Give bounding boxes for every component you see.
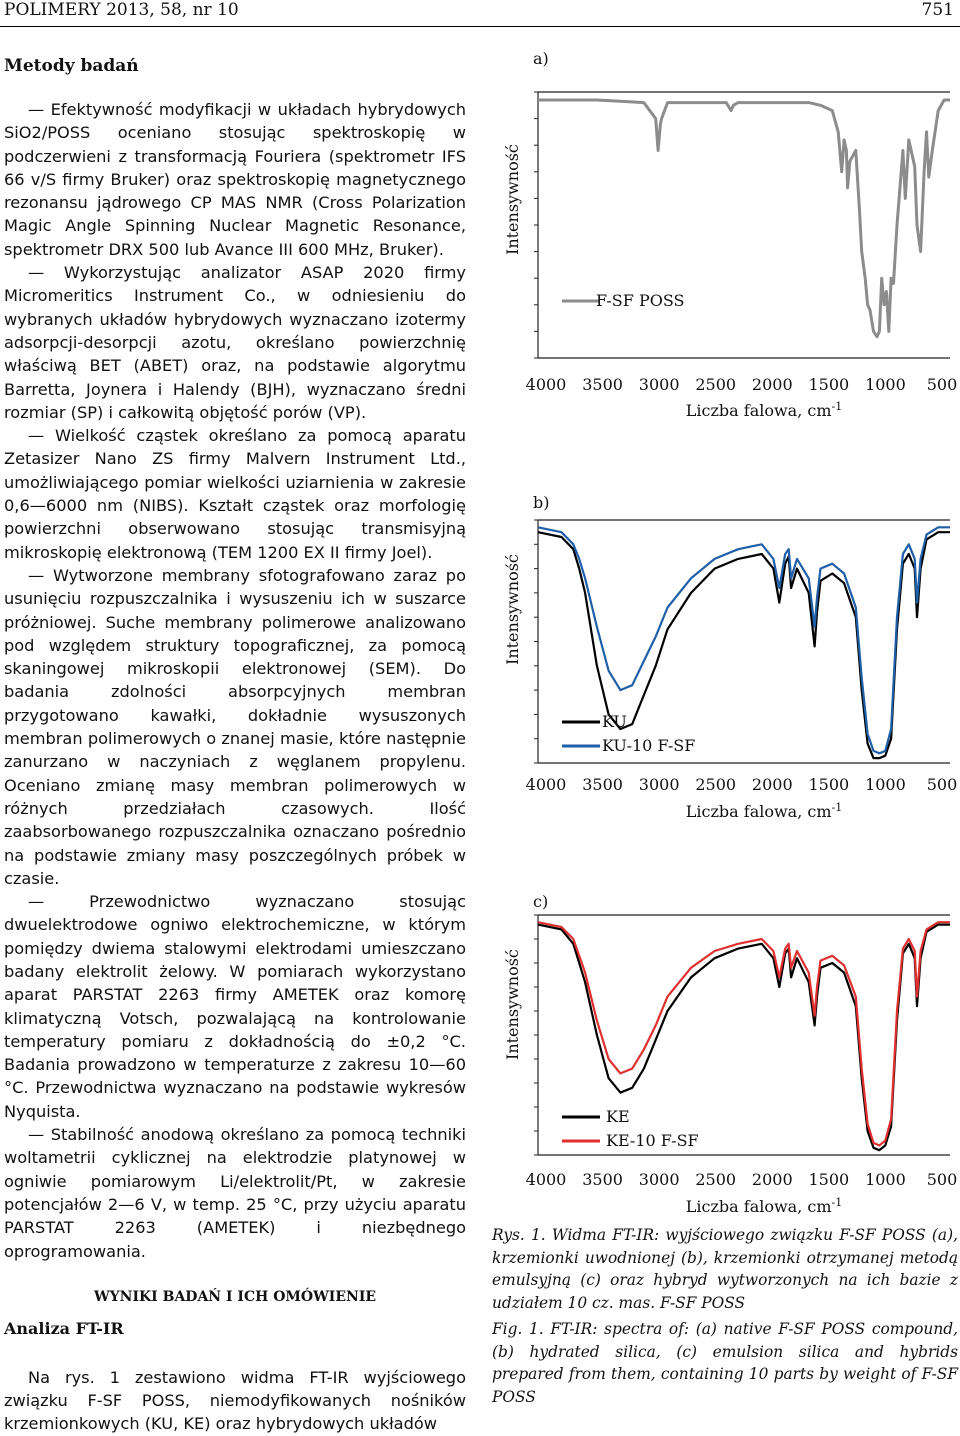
paragraph: — Efektywność modyfikacji w układach hybrydowych SiO2/POSS oceniano stosując spektroskopię w podczerwieni z transformacją Fouriera (spektrometr IFS 66 v/S firmy Bruker) oraz spektroskopię magnetycznego rezonansu jądrowego CP MAS NMR (Cross Polarization Magic Angle Spinning Nuclear Magnetic Resonance, spektrometr DRX 500 lub Avance III 600 MHz, Bruker).	[4, 100, 466, 259]
left-column	[4, 56, 466, 1436]
x-tick-label: 1500	[808, 1170, 850, 1189]
x-tick-label: 2500	[695, 775, 737, 794]
results-heading: WYNIKI BADAŃ I ICH OMÓWIENIE	[93, 1288, 377, 1305]
ftir-chart-a	[490, 40, 958, 430]
series-line-1	[538, 922, 950, 1145]
x-tick-label: 3000	[638, 1170, 680, 1189]
x-tick-label: 500	[926, 375, 958, 394]
series-line-1	[538, 527, 950, 753]
paragraph: Na rys. 1 zestawiono widma FT-IR wyjściowego związku F-SF POSS, niemodyfikowanych nośników krzemionkowych (KU, KE) oraz hybrydowych układów	[4, 1367, 466, 1434]
legend-label-1: KU-10 F-SF	[602, 736, 696, 755]
x-tick-label: 2000	[751, 375, 793, 394]
x-tick-label: 2000	[751, 775, 793, 794]
ftir-chart-c	[490, 835, 958, 1225]
x-tick-label: 4000	[525, 1170, 567, 1189]
paragraph: — Wykorzystując analizator ASAP 2020 firmy Micromeritics Instrument Co., w odniesieniu do wybranych układów hybrydowych wyznaczano izotermy adsorpcji-desorpcji azotu, określano powierzchnię właściwą BET (ABET) oraz, na podstawie algorytmu Barretta, Joynera i Halendy (BJH), wyznaczano średni rozmiar (SP) i całkowitą objętość porów (VP).	[4, 263, 466, 422]
paragraph: — Przewodnictwo wyznaczano stosując dwuelektrodowe ogniwo elektrochemiczne, w którym pomiędzy dwiema stalowymi elektrodami umieszczano badany elektrolit żelowy. W pomiarach wykorzystano aparat PARSTAT 2263 firmy AMETEK oraz komorę klimatyczną Votsch, pozwalającą na kontrolowanie temperatury pomiaru z dokładnością do ±0,2 °C. Badania prowadzono w temperaturze z zakresu 10—60 °C. Przewodnictwa wyznaczano na podstawie wykresów Nyquista.	[4, 892, 466, 1121]
legend-label-1: KE-10 F-SF	[606, 1131, 699, 1150]
legend-label-0: F-SF POSS	[596, 291, 685, 310]
y-axis-label: Intensywność	[503, 144, 522, 255]
x-tick-label: 3500	[582, 1170, 623, 1189]
y-axis-label: Intensywność	[503, 554, 522, 665]
x-tick-label: 1000	[865, 375, 906, 394]
x-axis-label: Liczba falowa, $cm^{-1}$	[685, 800, 843, 821]
x-tick-label: 1000	[865, 1170, 906, 1189]
journal-title: POLIMERY 2013, 58, nr 10	[4, 0, 239, 20]
legend-label-0: KU	[602, 712, 627, 731]
series-line-0	[538, 532, 950, 758]
x-tick-label: 1000	[865, 775, 906, 794]
x-tick-label: 1500	[808, 775, 850, 794]
figure-caption-pl: Rys. 1. Widma FT-IR: wyjściowego związku F-SF POSS (a), krzemionki uwodnionej (b), krzemionki otrzymanej metodą emulsyjną (c) oraz hybryd wytworzonych na ich bazie z udziałem 10 cz. mas. F-SF POSS	[492, 1226, 958, 1312]
page-header	[0, 0, 960, 27]
x-tick-label: 3500	[582, 775, 623, 794]
panel-label: b)	[533, 493, 550, 512]
panel-label: a)	[533, 49, 549, 68]
panel-label: c)	[533, 892, 549, 911]
figure-caption-en: Fig. 1. FT-IR: spectra of: (a) native F-SF POSS compound, (b) hydrated silica, (c) emulsion silica and hybrids prepared from them, containing 10 parts by weight of F-SF POSS	[492, 1320, 958, 1406]
x-axis-label: Liczba falowa, $cm^{-1}$	[685, 399, 843, 420]
chart-panel-c	[490, 835, 958, 1225]
x-tick-label: 3000	[638, 375, 680, 394]
ftir-chart-b	[490, 440, 958, 835]
x-tick-label: 2500	[695, 375, 737, 394]
page-number: 751	[921, 0, 954, 20]
x-tick-label: 3000	[638, 775, 680, 794]
x-tick-label: 4000	[525, 375, 567, 394]
chart-panel-b	[490, 440, 958, 835]
paragraph: — Stabilność anodową określano za pomocą techniki woltametrii cyklicznej na elektrodzie platynowej w ogniwie pomiarowym Li/elektrolit/Pt, w zakresie potencjałów 2—6 V, w temp. 25 °C, przy użyciu aparatu PARSTAT 2263 (AMETEK) i niezbędnego oprogramowania.	[4, 1125, 466, 1261]
chart-panel-a	[490, 40, 958, 430]
y-axis-label: Intensywność	[503, 949, 522, 1060]
x-axis-label: Liczba falowa, $cm^{-1}$	[685, 1195, 843, 1216]
legend-label-0: KE	[606, 1107, 630, 1126]
x-tick-label: 500	[926, 775, 958, 794]
subsection-heading: Analiza FT-IR	[4, 1318, 124, 1338]
x-tick-label: 1500	[808, 375, 850, 394]
x-tick-label: 3500	[582, 375, 623, 394]
section-title: Metody badań	[4, 56, 139, 76]
x-tick-label: 2500	[695, 1170, 737, 1189]
paragraph: — Wielkość cząstek określano za pomocą aparatu Zetasizer Nano ZS firmy Malvern Instrument Ltd., umożliwiającego pomiar wielkości uziarnienia w zakresie 0,6—6000 nm (NIBS). Kształt cząstek oraz morfologię powierzchni obserwowano stosując transmisyjną mikroskopię elektronową (TEM 1200 EX II firmy Joel).	[4, 426, 466, 562]
x-tick-label: 4000	[525, 775, 567, 794]
x-tick-label: 2000	[751, 1170, 793, 1189]
paragraph: — Wytworzone membrany sfotografowano zaraz po usunięciu rozpuszczalnika i wysuszeniu ich w suszarce próżniowej. Suche membrany polimerowe analizowano pod względem struktury topograficznej, za pomocą skaningowej mikroskopii elektronowej (SEM). Do badania zdolności absorpcyjnych membran przygotowano kawałki, dokładnie wysuszonych membran polimerowych o znanej masie, które następnie zanurzano w naczyniach z węglanem propylenu. Oceniano zmianę masy membran polimerowych w różnych przedziałach czasowych. Ilość zaabsorbowanego rozpuszczalnika oznaczano pośrednio na podstawie zmiany masy poszczególnych próbek w czasie.	[4, 565, 466, 888]
x-tick-label: 500	[926, 1170, 958, 1189]
